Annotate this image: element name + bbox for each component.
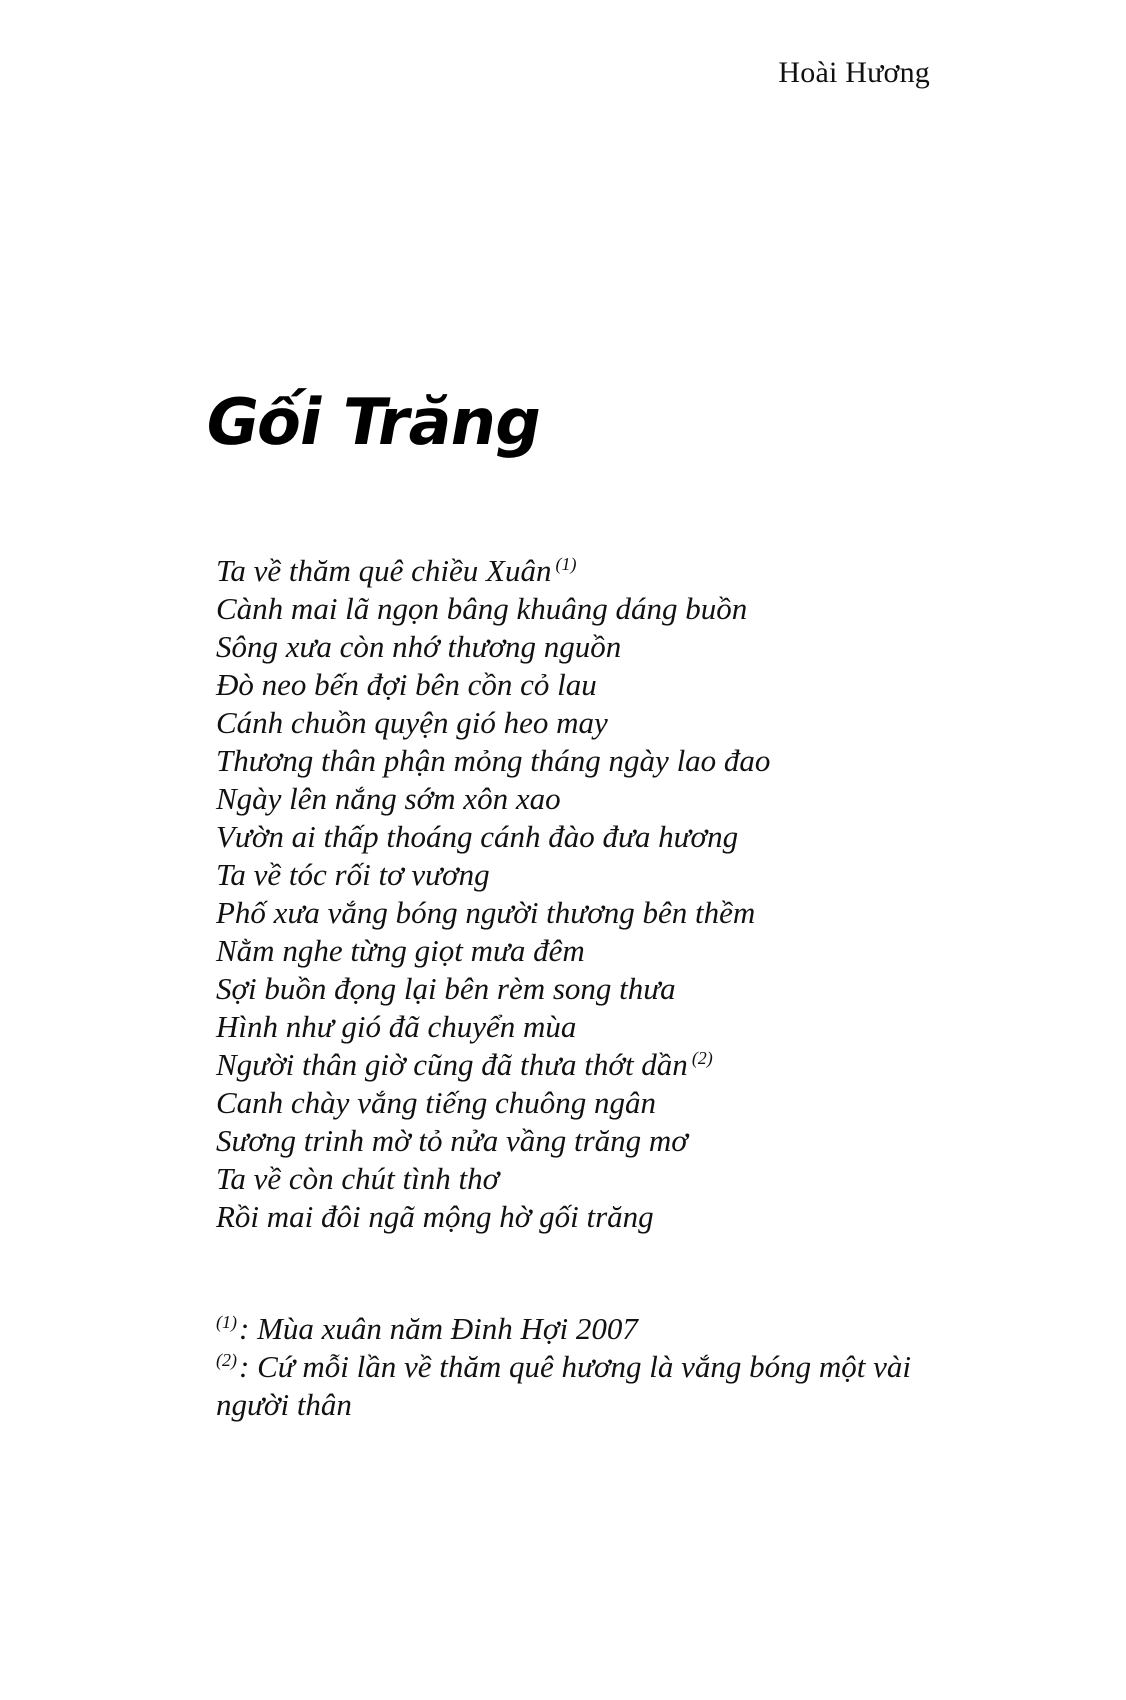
poem-line: Cành mai lã ngọn bâng khuâng dáng buồn (216, 591, 748, 626)
poem-line: Sợi buồn đọng lại bên rèm song thưa (216, 971, 676, 1006)
poem-line: Sương trinh mờ tỏ nửa vầng trăng mơ (216, 1123, 688, 1158)
poem-line: Đò neo bến đợi bên cồn cỏ lau (216, 667, 597, 702)
poem-line: Rồi mai đôi ngã mộng hờ gối trăng (216, 1199, 654, 1234)
poem-line: Cánh chuồn quyện gió heo may (216, 705, 608, 740)
footnotes (216, 1310, 976, 1424)
poem-line: Ta về tóc rối tơ vương (216, 857, 490, 892)
poem-line: Ngày lên nắng sớm xôn xao (216, 781, 561, 816)
poem-line: Thương thân phận mỏng tháng ngày lao đao (216, 743, 771, 778)
footnote-1: $^{(1)}$: Mùa xuân năm Đinh Hợi 2007 (216, 1311, 638, 1346)
poem-line: Ta về thăm quê chiều Xuân $^{(1)}$ (216, 553, 577, 588)
poem-line: Người thân giờ cũng đã thưa thớt dần $^{(2)}$ (216, 1047, 713, 1082)
poem-body (216, 552, 770, 1236)
poem-line: Hình như gió đã chuyển mùa (216, 1009, 577, 1044)
poem-line: Vườn ai thấp thoáng cánh đào đưa hương (216, 819, 739, 854)
footnote-ref-1: (1) (555, 553, 577, 574)
poem-title: Gối Trăng (199, 386, 547, 460)
poem-line: Ta về còn chút tình thơ (216, 1161, 500, 1196)
poem-line: Canh chày vắng tiếng chuông ngân (216, 1085, 656, 1120)
footnote-2: $^{(2)}$: Cứ mỗi lần về thăm quê hương là vắng bóng một vài người thân (216, 1349, 911, 1422)
poem-line: Phố xưa vắng bóng người thương bên thềm (216, 895, 756, 930)
author-name: Hoài Hương (778, 56, 930, 89)
footnote-ref-2: (2) (691, 1047, 713, 1068)
poem-line: Sông xưa còn nhớ thương nguồn (216, 629, 622, 664)
poem-line: Nằm nghe từng giọt mưa đêm (216, 933, 585, 968)
